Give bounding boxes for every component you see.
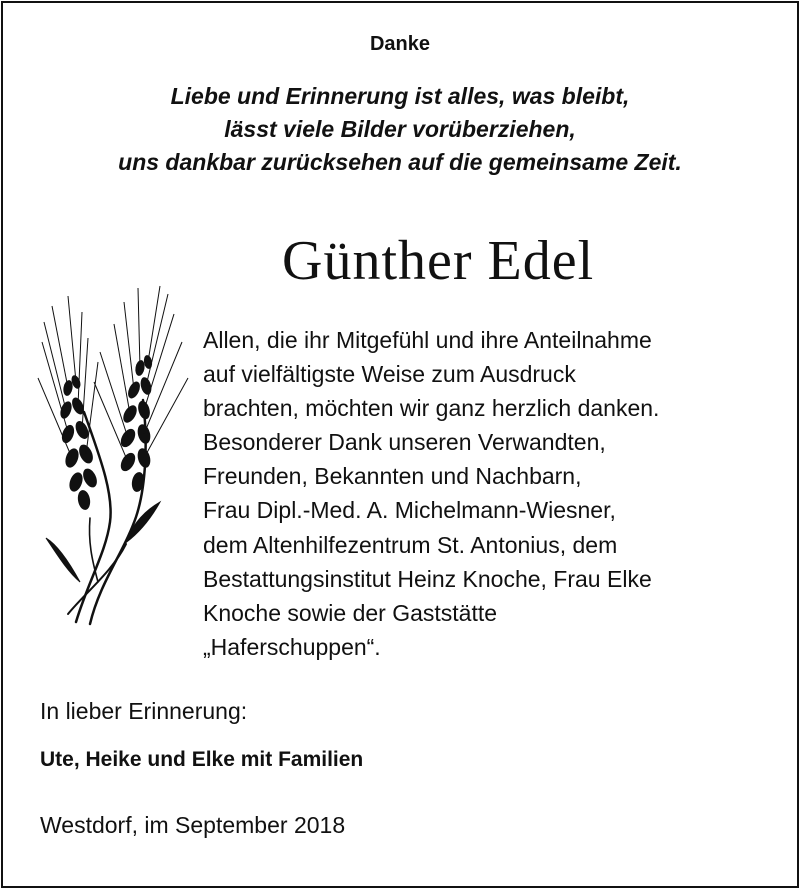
thanks-line: Freunden, Bekannten und Nachbarn, [203, 463, 582, 490]
motto-line: lässt viele Bilder vorüberziehen, [224, 116, 576, 142]
motto-verse [0, 80, 800, 179]
thanks-line: Knoche sowie der Gaststätte [203, 599, 498, 626]
signers: Ute, Heike und Elke mit Familien [40, 748, 364, 771]
thanks-line: dem Altenhilfezentrum St. Antonius, dem [203, 531, 618, 558]
thanks-line: auf vielfältigste Weise zum Ausdruck [203, 361, 576, 388]
thanks-line: brachten, möchten wir ganz herzlich danken. [203, 395, 660, 422]
place-date: Westdorf, im September 2018 [40, 812, 346, 838]
deceased-name: Günther Edel [282, 230, 595, 292]
memory-label: In lieber Erinnerung: [40, 698, 248, 724]
thanks-line: Frau Dipl.-Med. A. Michelmann-Wiesner, [203, 497, 616, 524]
thanks-line: „Haferschuppen“. [203, 633, 381, 660]
thanks-line: Bestattungsinstitut Heinz Knoche, Frau Elke [203, 565, 652, 592]
wheat-ears-icon [28, 282, 198, 627]
motto-line: uns dankbar zurücksehen auf die gemeinsame Zeit. [118, 149, 682, 175]
thanks-line: Allen, die ihr Mitgefühl und ihre Anteilnahme [203, 327, 652, 353]
notice-heading: Danke [369, 33, 431, 55]
thanks-line: Besonderer Dank unseren Verwandten, [203, 429, 606, 456]
motto-line: Liebe und Erinnerung ist alles, was bleibt, [170, 83, 630, 109]
thanks-text [203, 323, 659, 664]
